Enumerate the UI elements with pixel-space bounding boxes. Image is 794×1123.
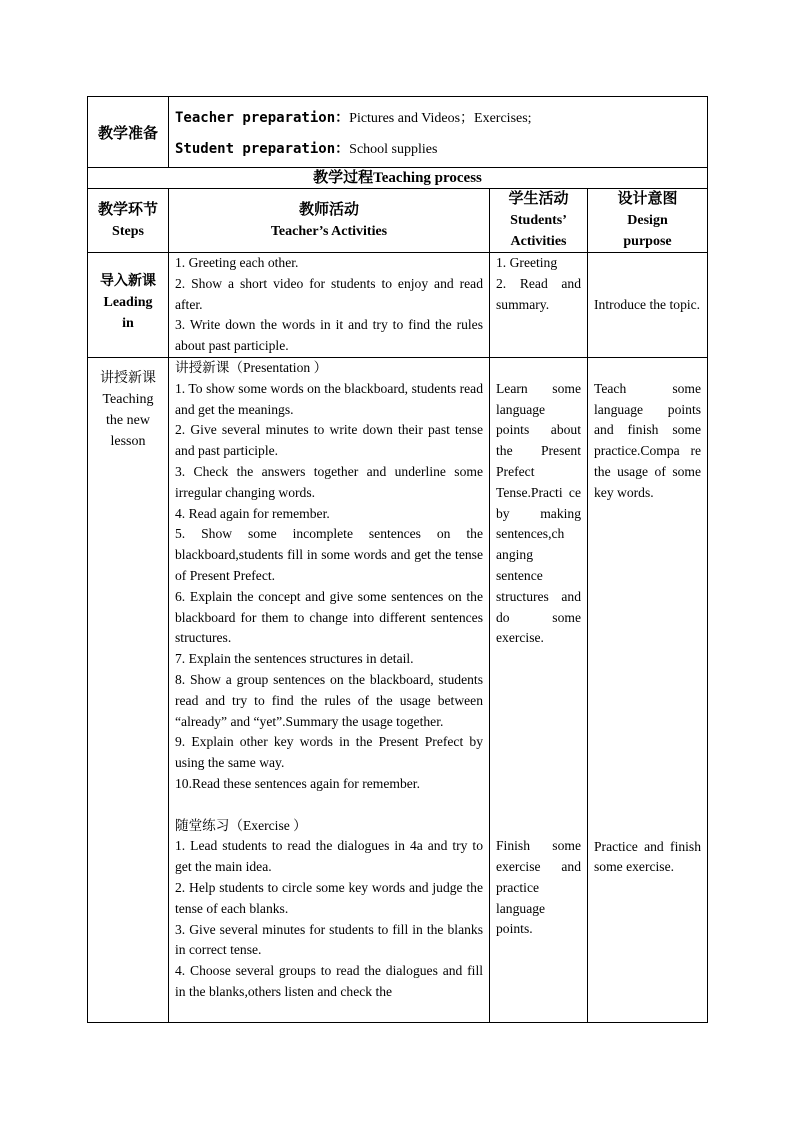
step-teaching-en1: Teaching [102,392,154,407]
header-row [88,189,708,253]
presentation-title: 讲授新课（Presentation ） [175,360,328,375]
step-leading-cn: 导入新课 [100,274,156,289]
list-item: 3. Give several minutes for students to fill in the blanks in correct tense. [175,921,483,958]
student-presentation-text: Learn some language points about the Present Prefect Tense.Practi ce by making sentences,ch anging sentence structures and do some exercise. [496,380,581,646]
header-student [490,189,588,253]
list-item: 3. Write down the words in it and try to find the rules about past participle. [175,317,483,354]
header-steps-cn: 教学环节 [97,201,158,218]
design-purpose-teaching [588,358,708,1023]
header-design-en1: Design [627,213,668,228]
list-item: 9. Explain other key words in the Present Prefect by using the same way. [175,734,483,771]
table-row [88,253,708,358]
list-item: 4. Read again for remember. [175,505,330,521]
teacher-preparation [175,103,703,134]
preparation-content [169,97,708,168]
list-item: 5. Show some incomplete sentences on the blackboard,students fill in some words and get the tense of Present Prefect. [175,526,483,583]
teacher-preparation-value: Pictures and Videos；Exercises; [349,111,532,126]
list-item: 7. Explain the sentences structures in detail. [175,651,414,667]
list-item: 1. Lead students to read the dialogues in 4a and try to get the main idea. [175,838,483,875]
list-item: 1. Greeting [496,255,558,270]
list-item: 1. Greeting each other. [175,255,299,270]
header-teacher-en: Teacher’s Activities [270,223,388,239]
step-leading-in [88,253,169,358]
header-steps [88,189,169,253]
list-item: 2. Give several minutes to write down their past tense and past participle. [175,422,483,459]
list-item: 10.Read these sentences again for remember. [175,775,420,791]
header-steps-en: Steps [112,223,144,239]
list-item: 3. Check the answers together and underline some irregular changing words. [175,463,483,500]
student-exercise-text: Finish some exercise and practice language points. [496,838,581,937]
design-purpose-leading [588,253,708,358]
header-design-cn: 设计意图 [617,191,678,207]
list-item: 2. Help students to circle some key words and judge the tense of each blanks. [175,879,483,916]
step-teaching-en3: lesson [110,434,146,449]
table-row [88,358,708,1023]
design-exercise-text: Practice and finish some exercise. [594,838,702,875]
teacher-preparation-label: Teacher preparation： [175,110,350,126]
list-item: 2. Read and summary. [496,275,581,312]
header-design-en2: purpose [623,234,672,249]
header-teacher-cn: 教师活动 [298,201,359,218]
header-student-en2: Activities [510,234,567,249]
step-leading-en2: in [122,316,134,331]
step-teaching [88,358,169,1023]
step-teaching-cn: 讲授新课 [100,371,156,386]
header-design [588,189,708,253]
preparation-row [88,97,708,168]
list-item: 6. Explain the concept and give some sentences on the blackboard for them to change into different sentences structures. [175,588,483,646]
process-title: 教学过程Teaching process [88,168,708,189]
student-preparation-value: School supplies [349,142,438,157]
header-teacher [169,189,490,253]
lesson-plan-table [87,96,708,1023]
list-item: 2. Show a short video for students to enjoy and read after. [175,275,483,312]
step-leading-en1: Leading [103,295,153,310]
teacher-activities-leading [169,253,490,358]
student-preparation-label: Student preparation： [175,141,350,157]
step-teaching-en2: the new [106,413,150,428]
process-title-row [88,168,708,189]
header-student-en1: Students’ [510,213,567,228]
list-item: Introduce the topic. [594,296,701,312]
preparation-label: 教学准备 [88,97,169,168]
header-student-cn: 学生活动 [508,191,569,207]
exercise-title: 随堂练习（Exercise ） [175,817,307,833]
student-activities-leading [490,253,588,358]
list-item: 1. To show some words on the blackboard, students read and get the meanings. [175,380,483,417]
design-presentation-text: Teach some language points and finish some practice.Compa re the usage of some key words. [594,380,702,500]
student-activities-teaching [490,358,588,1023]
teacher-activities-teaching [169,358,490,1023]
list-item: 8. Show a group sentences on the blackboard, students read and try to find the rules of the usage between “already” and “yet”.Summary the usage together. [175,671,483,729]
list-item: 4. Choose several groups to read the dialogues and fill in the blanks,others listen and check the [175,963,483,999]
student-preparation [175,134,703,165]
